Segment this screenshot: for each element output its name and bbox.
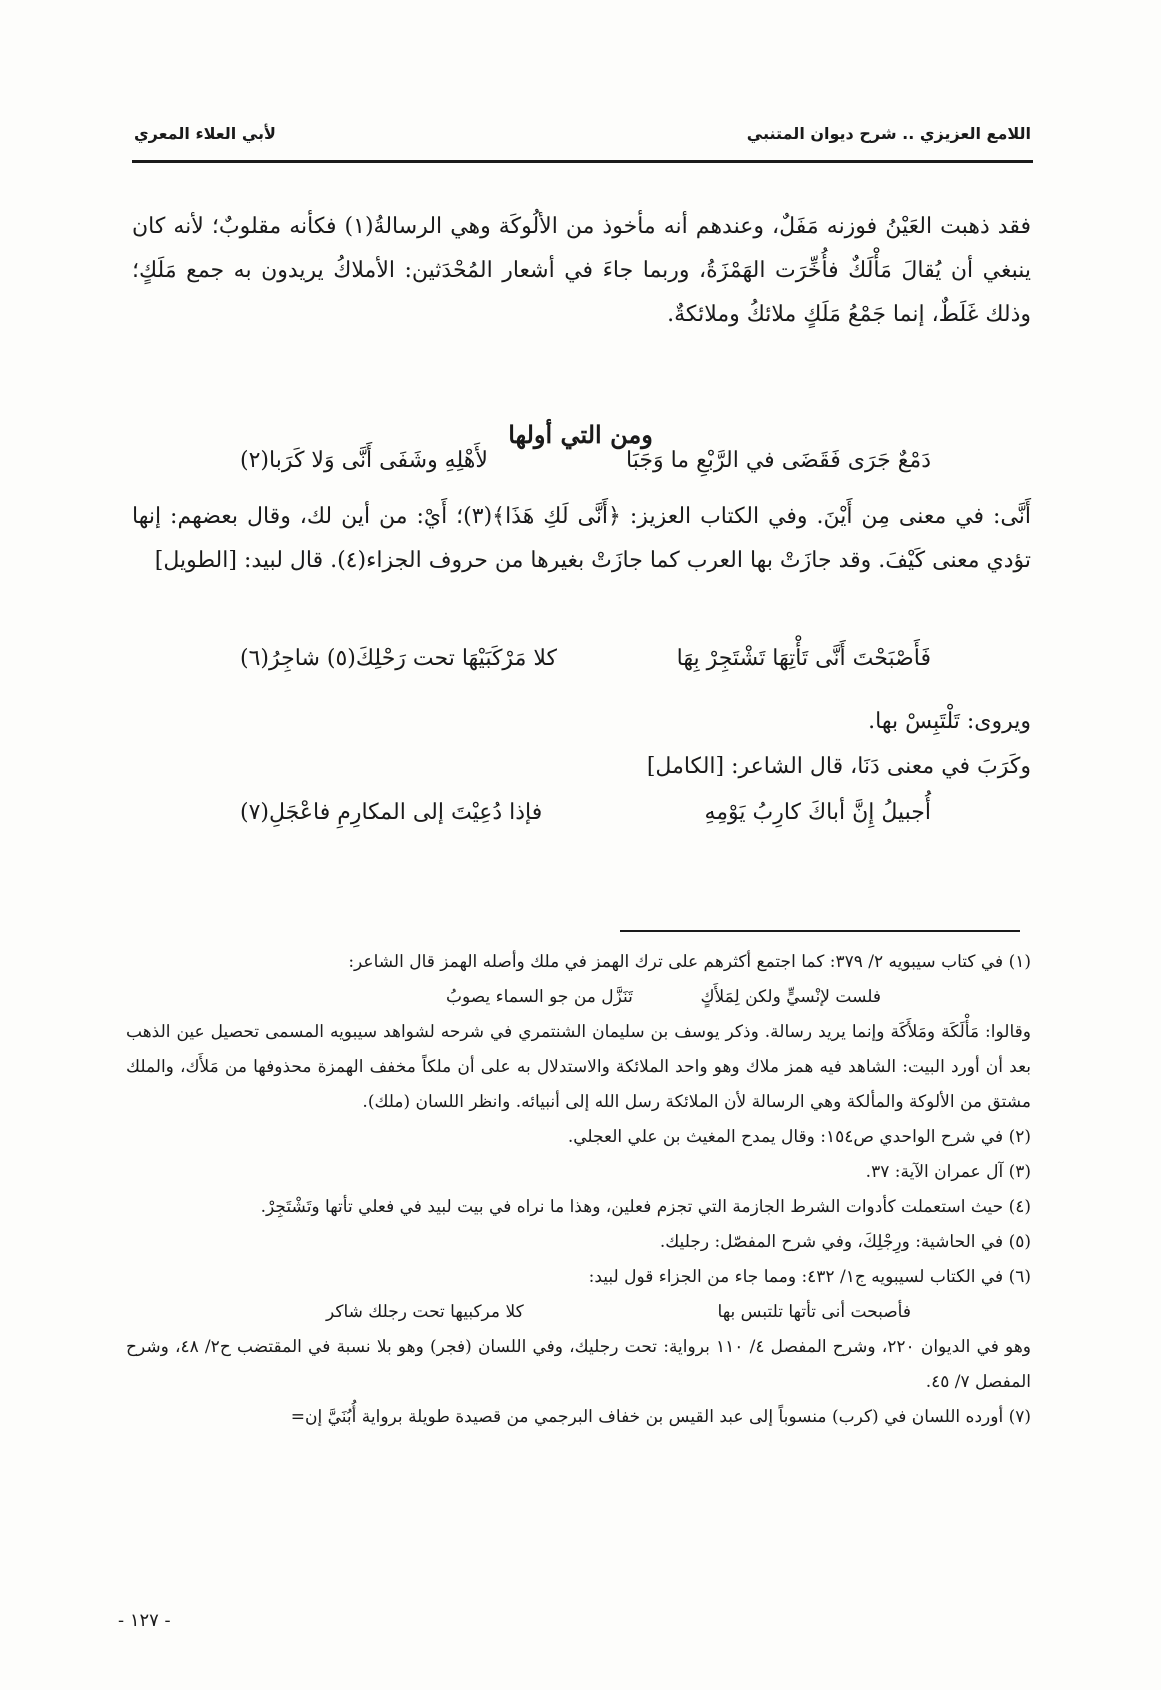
verse-1 (150, 448, 1011, 488)
commentary-paragraph-1: أَنَّى: في معنى مِن أَيْنَ. وفي الكتاب العزيز: ﴿أَنَّى لَكِ هَذَا﴾(٣)؛ أَيْ: من أين لك، وقال بعضهم: إنها تؤدي معنى كَيْفَ. وقد جازَتْ بها العرب كما جازَتْ بغيرها من حروف الجزاء(٤). قال لبيد: [الطويل] (132, 504, 1032, 573)
footnote-1-verse: فلست لإنْسيٍّ ولكن لِمَلأَكٍ تَنَزَّل من جو السماء يصوبُ (446, 987, 881, 1007)
footnote-6: (٦) في الكتاب لسيبويه ج١/ ٤٣٢: ومما جاء من الجزاء قول لبيد: (588, 1267, 1031, 1287)
verse-2-ajuz: كلا مَرْكَبَيْهَا تحت رَحْلِكَ(٥) شاجِرُ(٦) (240, 646, 557, 671)
verse-1-ajuz: لأَهْلِهِ وشَفَى أَنَّى وَلا كَرَبا(٢) (240, 448, 488, 473)
body-paragraph: فقد ذهبت العَيْنُ فوزنه مَفَلٌ، وعندهم أنه مأخوذ من الألُوكَة وهي الرسالةُ(١) فكأنه مقلوبٌ؛ لأنه كان ينبغي أن يُقالَ مَأْلَكٌ فأُخِّرَت الهَمْزَةُ، وربما جاءَ في أشعار المُحْدَثين: الأملاكُ يريدون به جمع مَلَكٍ؛ وذلك غَلَطٌ، إنما جَمْعُ مَلَكٍ ملائكُ وملائكةٌ. (132, 214, 1031, 327)
header-rule (132, 160, 1033, 163)
footnote-3: (٣) آل عمران الآية: ٣٧. (865, 1162, 1031, 1182)
section-heading: ومن التي أولها (508, 420, 653, 449)
commentary-paragraph-2: ويروى: تَلْتَبِسْ بها. (868, 709, 1031, 734)
footnote-rule (620, 930, 1020, 932)
verse-1-sadr: دَمْعٌ جَرَى فَقَضَى في الرَّبْعِ ما وَجَبَا (626, 448, 931, 473)
verse-2 (150, 646, 1011, 686)
verse-3 (150, 800, 1011, 840)
running-header-title: اللامع العزيزي .. شرح ديوان المتنبي (746, 124, 1031, 143)
footnote-1: (١) في كتاب سيبويه ٢/ ٣٧٩: كما اجتمع أكثرهم على ترك الهمز في ملك وأصله الهمز قال الشاعر: (348, 952, 1031, 972)
verse-3-sadr: أُجبيلُ إِنَّ أباكَ كارِبُ يَوْمِهِ (704, 800, 931, 825)
footnotes (126, 945, 1031, 1435)
footnote-7: (٧) أورده اللسان في (كرب) منسوباً إلى عبد القيس بن خفاف البرجمي من قصيدة طويلة برواية أُبُنَيَّ إن= (290, 1407, 1031, 1427)
page-number: - ١٢٧ - (118, 1610, 171, 1631)
commentary-paragraph-3: وكَرَبَ في معنى دَنَا، قال الشاعر: [الكامل] (646, 754, 1031, 779)
footnote-5: (٥) في الحاشية: ورِجْلِكَ، وفي شرح المفصّل: رجليك. (659, 1232, 1031, 1252)
footnote-2: (٢) في شرح الواحدي ص١٥٤: وقال يمدح المغيث بن علي العجلي. (567, 1127, 1031, 1147)
verse-2-sadr: فَأَصْبَحْتَ أَنَّى تَأْتِهَا تَشْتَجِرْ بِهَا (676, 646, 931, 671)
footnote-4: (٤) حيث استعملت كأدوات الشرط الجازمة التي تجزم فعلين، وهذا ما نراه في بيت لبيد في فعلي تأتها وتَشْتَجِرْ. (260, 1197, 1031, 1217)
footnote-6-verse: فأصبحت أنى تأتها تلتبس بها كلا مركبيها تحت رجلك شاكر (326, 1302, 911, 1322)
footnote-6-continued: وهو في الديوان ٢٢٠، وشرح المفصل ٤/ ١١٠ برواية: تحت رجليك، وفي اللسان (فجر) وهو بلا نسبة في المقتضب ح٢/ ٤٨، وشرح المفصل ٧/ ٤٥. (126, 1337, 1032, 1392)
footnote-1-continued: وقالوا: مَأْلَكَة ومَلأَكَة وإنما يريد رسالة. وذكر يوسف بن سليمان الشنتمري في شرحه لشواهد سيبويه المسمى تحصيل عين الذهب بعد أن أورد البيت: الشاهد فيه همز ملاك وهو واحد الملائكة والاستدلال به على أن ملكاً مخفف الهمزة محذوفها من مَلأَك، والملك مشتق من الألوكة والمألكة وهي الرسالة لأن الملائكة رسل الله إلى أنبيائه. وانظر اللسان (ملك). (126, 1022, 1031, 1112)
running-header-author: لأبي العلاء المعري (134, 124, 276, 143)
verse-3-ajuz: فإذا دُعِيْتَ إلى المكارِمِ فاعْجَلِ(٧) (240, 800, 543, 825)
